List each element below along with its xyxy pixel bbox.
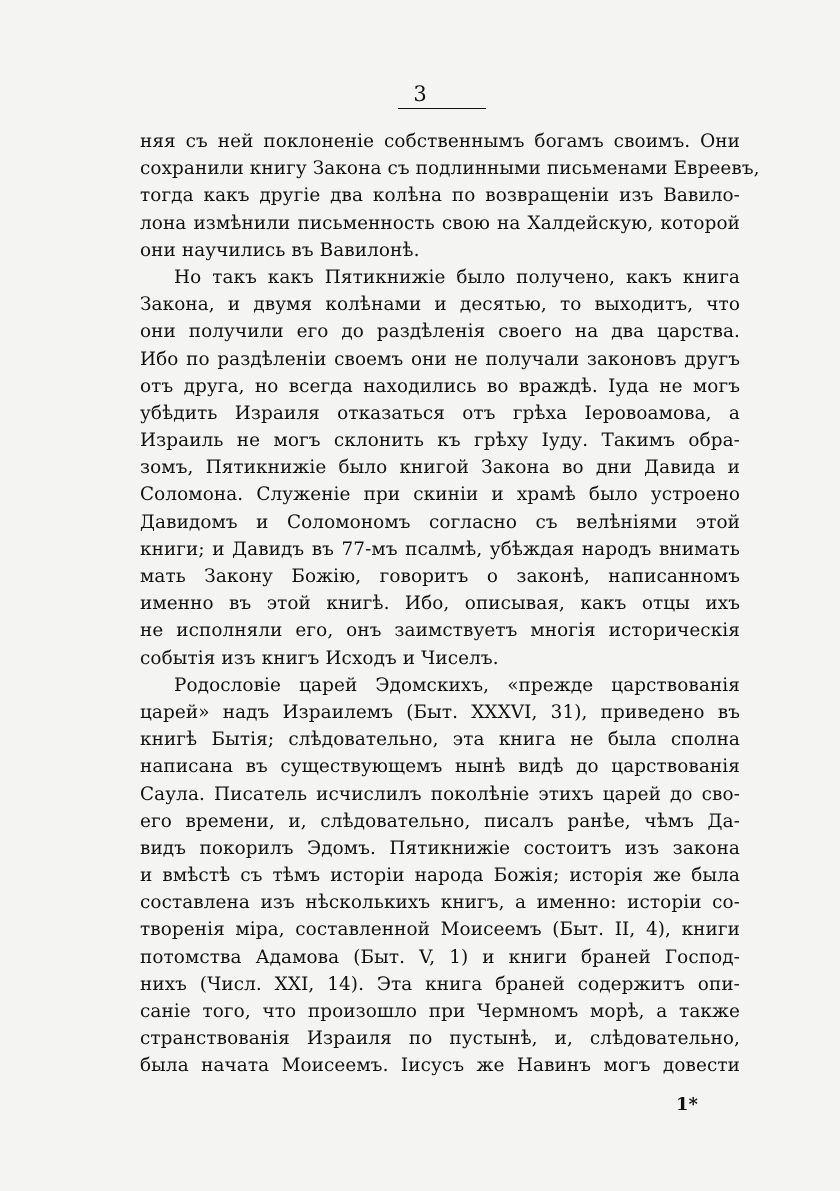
text-line: сохранили книгу Закона съ подлинными письменами Евреевъ, <box>140 158 760 180</box>
text-line: саніе того, что произошло при Чермномъ морѣ, а также <box>140 1001 740 1022</box>
text-line: они научились въ Вавилонѣ. <box>140 239 420 261</box>
text-line: именно въ этой книгѣ. Ибо, описывая, какъ отцы ихъ <box>140 593 740 615</box>
text-line: видъ покорилъ Эдомъ. Пятикнижіе состоитъ изъ закона <box>140 837 740 859</box>
header-rule <box>398 108 486 109</box>
page-number: 3 <box>413 82 427 106</box>
signature-mark: 1* <box>676 1094 698 1115</box>
text-line: потомства Адамова (Быт. V, 1) и книги браней Господ- <box>140 946 740 968</box>
body-text <box>140 128 760 1080</box>
text-line: Закона, и двумя колѣнами и десятью, то выходитъ, что <box>140 294 740 316</box>
text-line: странствованія Израиля по пустынѣ, и, слѣдовательно, <box>140 1028 740 1050</box>
text-line: лона измѣнили письменность свою на Халдейскую, которой <box>140 212 740 234</box>
text-line: его времени, и, слѣдовательно, писалъ ранѣе, чѣмъ Да- <box>140 810 740 832</box>
text-line: Давидомъ и Соломономъ согласно съ велѣніями этой <box>140 511 740 533</box>
text-line: написана въ существующемъ нынѣ видѣ до царствованія <box>140 756 740 778</box>
text-line: не исполняли его, онъ заимствуетъ многія историческія <box>140 620 740 642</box>
text-line: тогда какъ другіе два колѣна по возвращеніи изъ Вавило- <box>140 185 740 207</box>
text-line: и вмѣстѣ съ тѣмъ исторіи народа Божія; исторія же была <box>140 865 740 887</box>
text-line: Ибо по раздѣленіи своемъ они не получали законовъ другъ <box>140 348 740 370</box>
text-line: Саула. Писатель исчислилъ поколѣніе этихъ царей до сво- <box>140 783 740 805</box>
text-line: была начата Моисеемъ. Іисусъ же Навинъ могъ довести <box>140 1055 740 1077</box>
text-line: нихъ (Числ. XXI, 14). Эта книга браней содержитъ опи- <box>140 973 740 995</box>
text-line: Соломона. Служеніе при скиніи и храмѣ было устроено <box>140 484 740 506</box>
text-line: событія изъ книгъ Исходъ и Чиселъ. <box>140 647 499 669</box>
text-line: они получили его до раздѣленія своего на два царства. <box>140 321 740 343</box>
text-line: мать Закону Божію, говоритъ о законѣ, написанномъ <box>140 566 740 587</box>
text-line: няя съ ней поклоненіе собственнымъ богамъ своимъ. Они <box>140 131 740 152</box>
paragraph-first-line: Родословіе царей Эдомскихъ, «прежде царствованія <box>174 674 740 696</box>
text-line: зомъ, Пятикнижіе было книгой Закона во дни Давида и <box>140 457 740 479</box>
text-line: царей» надъ Израилемъ (Быт. XXXVI, 31), приведено въ <box>140 701 740 723</box>
text-line: отъ друга, но всегда находились во враждѣ. Іуда не могъ <box>140 375 740 397</box>
text-line: книгѣ Бытія; слѣдовательно, эта книга не была сполна <box>140 729 740 751</box>
text-line: творенія міра, составленной Моисеемъ (Быт. II, 4), книги <box>140 919 740 941</box>
text-line: книги; и Давидъ въ 77-мъ псалмѣ, убѣждая народъ внимать <box>140 538 740 560</box>
paragraph-first-line: Но такъ какъ Пятикнижіе было получено, какъ книга <box>174 266 740 288</box>
text-line: убѣдить Израиля отказаться отъ грѣха Іеровоамова, а <box>140 402 740 424</box>
text-line: Израиль не могъ склонить къ грѣху Іуду. Такимъ обра- <box>140 430 740 452</box>
text-line: составлена изъ нѣсколькихъ книгъ, а именно: исторіи со- <box>140 892 740 914</box>
